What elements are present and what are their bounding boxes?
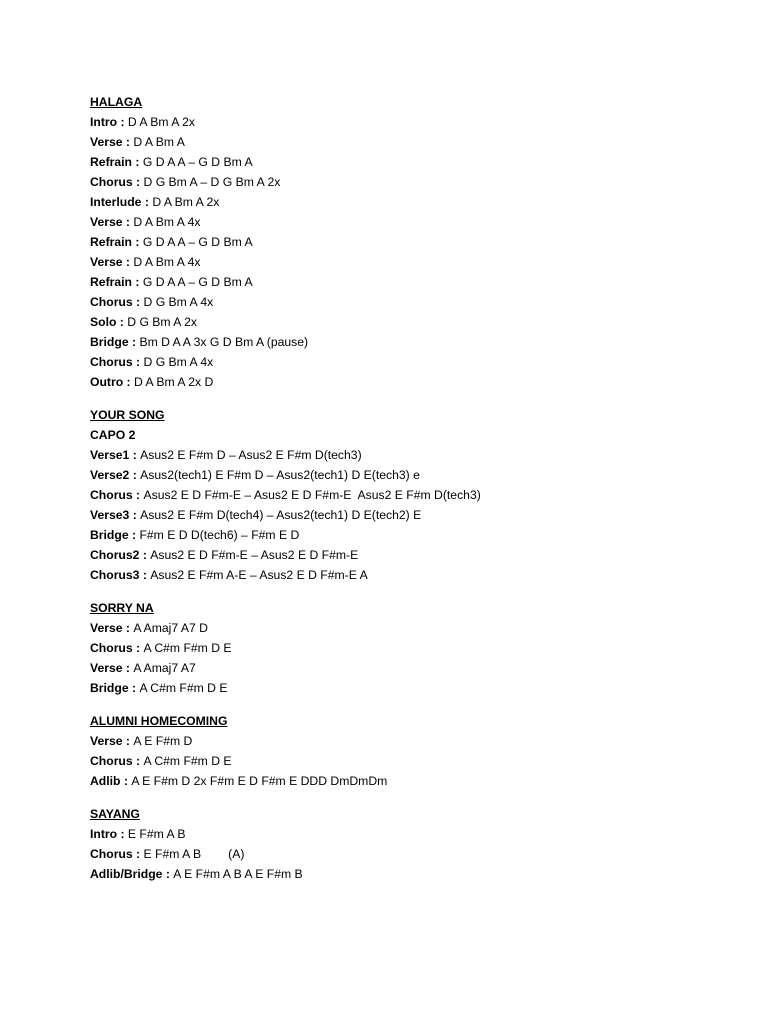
chord-line (90, 678, 730, 698)
chord-progression: Asus2(tech1) E F#m D – Asus2(tech1) D E(tech3) e (140, 468, 420, 482)
section-label: Verse (90, 621, 123, 635)
chord-line (90, 172, 730, 192)
section-label: Chorus3 (90, 568, 140, 582)
label-separator: : (122, 135, 134, 149)
chord-line (90, 352, 730, 372)
song-section (90, 92, 730, 392)
section-label: Chorus (90, 641, 133, 655)
chord-line (90, 272, 730, 292)
song-title: SAYANG (90, 807, 140, 821)
chord-progression: D G Bm A 4x (143, 295, 214, 309)
chord-line (90, 332, 730, 352)
song-title: ALUMNI HOMECOMING (90, 714, 228, 728)
chord-line (90, 445, 730, 465)
chord-progression: E F#m A B (A) (143, 847, 245, 861)
chord-line (90, 372, 730, 392)
chord-line (90, 312, 730, 332)
chord-progression: G D A A – G D Bm A (142, 155, 253, 169)
section-label: Chorus (90, 295, 133, 309)
label-separator: : (132, 847, 144, 861)
section-label: Chorus2 (90, 548, 140, 562)
chord-progression: D A Bm A (133, 135, 185, 149)
song-section (90, 804, 730, 884)
chord-line (90, 505, 730, 525)
label-separator: : (122, 661, 134, 675)
label-separator: : (128, 528, 140, 542)
label-separator: : (122, 734, 134, 748)
section-label: Refrain (90, 235, 132, 249)
label-separator: : (132, 275, 143, 289)
label-separator: : (162, 867, 174, 881)
section-label: Verse3 (90, 508, 130, 522)
chord-progression: Asus2 E F#m A-E – Asus2 E D F#m-E A (150, 568, 368, 582)
chord-sheet (90, 92, 730, 884)
section-label: Outro (90, 375, 124, 389)
label-separator: : (132, 754, 144, 768)
chord-progression: F#m E D D(tech6) – F#m E D (139, 528, 300, 542)
chord-line (90, 485, 730, 505)
chord-progression: D A Bm A 2x (152, 195, 220, 209)
chord-line (90, 751, 730, 771)
chord-line (90, 658, 730, 678)
label-separator: : (122, 255, 134, 269)
label-separator: : (139, 568, 151, 582)
chord-line (90, 292, 730, 312)
section-label: Verse (90, 661, 123, 675)
section-label: Interlude (90, 195, 142, 209)
label-separator: : (122, 621, 134, 635)
label-separator: : (132, 175, 144, 189)
chord-progression: A C#m F#m D E (143, 754, 232, 768)
chord-progression: A Amaj7 A7 D (133, 621, 208, 635)
chord-progression: D A Bm A 4x (133, 215, 201, 229)
section-label: Bridge (90, 335, 129, 349)
chord-line (90, 112, 730, 132)
chord-progression: D A Bm A 2x (127, 115, 195, 129)
chord-line (90, 844, 730, 864)
song-title: YOUR SONG (90, 408, 165, 422)
section-label: Verse (90, 215, 123, 229)
section-label: Intro (90, 115, 118, 129)
chord-line (90, 864, 730, 884)
chord-line (90, 212, 730, 232)
chord-progression: D A Bm A 4x (133, 255, 201, 269)
label-separator: : (141, 195, 153, 209)
chord-progression: Asus2 E F#m D(tech4) – Asus2(tech1) D E(tech2) E (140, 508, 422, 522)
section-label: Intro (90, 827, 118, 841)
label-separator: : (120, 774, 132, 788)
chord-progression: A C#m F#m D E (143, 641, 232, 655)
section-label: Solo (90, 315, 117, 329)
capo-note: CAPO 2 (90, 428, 136, 442)
label-separator: : (116, 315, 128, 329)
chord-progression: Asus2 E F#m D – Asus2 E F#m D(tech3) (140, 448, 362, 462)
chord-line (90, 771, 730, 791)
chord-line (90, 465, 730, 485)
chord-line (90, 638, 730, 658)
chord-line (90, 192, 730, 212)
song-section (90, 405, 730, 585)
chord-line (90, 731, 730, 751)
section-label: Chorus (90, 175, 133, 189)
chord-line (90, 545, 730, 565)
section-label: Adlib (90, 774, 121, 788)
chord-progression: E F#m A B (127, 827, 186, 841)
chord-progression: D G Bm A 2x (127, 315, 198, 329)
label-separator: : (128, 681, 140, 695)
label-separator: : (129, 448, 141, 462)
section-label: Verse1 (90, 448, 130, 462)
chord-progression: G D A A – G D Bm A (142, 275, 253, 289)
song-section (90, 598, 730, 698)
label-separator: : (129, 468, 141, 482)
section-label: Adlib/Bridge (90, 867, 163, 881)
label-separator: : (132, 235, 143, 249)
chord-progression: Asus2 E D F#m-E – Asus2 E D F#m-E (150, 548, 359, 562)
label-separator: : (132, 641, 144, 655)
section-label: Chorus (90, 847, 133, 861)
chord-line (90, 232, 730, 252)
label-separator: : (132, 355, 144, 369)
chord-progression: D G Bm A – D G Bm A 2x (143, 175, 281, 189)
chord-progression: Bm D A A 3x G D Bm A (pause) (139, 335, 309, 349)
chord-progression: A Amaj7 A7 (133, 661, 196, 675)
chord-progression: Asus2 E D F#m-E – Asus2 E D F#m-E Asus2 E F#m D(tech3) (143, 488, 481, 502)
section-label: Verse (90, 135, 123, 149)
label-separator: : (132, 488, 144, 502)
chord-line (90, 565, 730, 585)
chord-progression: A E F#m A B A E F#m B (173, 867, 303, 881)
chord-line (90, 618, 730, 638)
label-separator: : (128, 335, 140, 349)
label-separator: : (123, 375, 135, 389)
chord-progression: G D A A – G D Bm A (142, 235, 253, 249)
song-title: HALAGA (90, 95, 143, 109)
section-label: Refrain (90, 155, 132, 169)
chord-progression: A E F#m D 2x F#m E D F#m E DDD DmDmDm (131, 774, 388, 788)
section-label: Bridge (90, 681, 129, 695)
section-label: Bridge (90, 528, 129, 542)
label-separator: : (132, 295, 144, 309)
song-title: SORRY NA (90, 601, 154, 615)
label-separator: : (129, 508, 141, 522)
section-label: Chorus (90, 488, 133, 502)
section-label: Chorus (90, 754, 133, 768)
chord-line (90, 252, 730, 272)
chord-line (90, 152, 730, 172)
chord-progression: A C#m F#m D E (139, 681, 228, 695)
label-separator: : (117, 115, 128, 129)
label-separator: : (117, 827, 128, 841)
chord-progression: A E F#m D (133, 734, 193, 748)
label-separator: : (132, 155, 143, 169)
section-label: Verse2 (90, 468, 130, 482)
label-separator: : (122, 215, 134, 229)
section-label: Refrain (90, 275, 132, 289)
chord-progression: D A Bm A 2x D (134, 375, 214, 389)
chord-line (90, 525, 730, 545)
section-label: Verse (90, 255, 123, 269)
section-label: Chorus (90, 355, 133, 369)
chord-line (90, 824, 730, 844)
section-label: Verse (90, 734, 123, 748)
song-section (90, 711, 730, 791)
label-separator: : (139, 548, 151, 562)
chord-progression: D G Bm A 4x (143, 355, 214, 369)
chord-line (90, 132, 730, 152)
